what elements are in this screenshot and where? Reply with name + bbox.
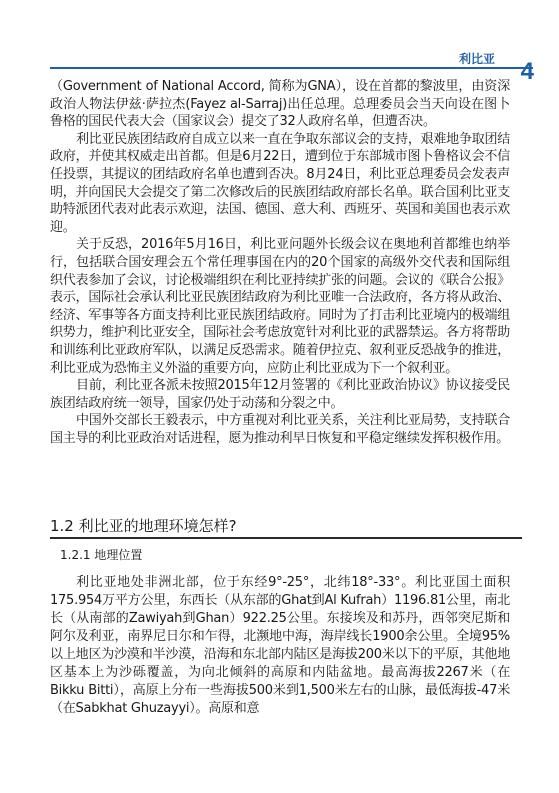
- subsection-heading: 1.2.1 地理位置: [60, 548, 143, 562]
- body-text-block: [50, 78, 510, 447]
- paragraph: 利比亚民族团结政府自成立以来一直在争取东部议会的支持，艰难地争取团结政府，并使其权威走出首都。但是6月22日，遭到位于东部城市图卜鲁格议会不信任投票，其提议的团结政府名单也遭到否决。8月24日，利比亚总理委员会发表声明，并向国民大会提交了第二次修改后的民族团结政府部长名单。联合国利比亚支助特派团代表对此表示欢迎，法国、德国、意大利、西班牙、英国和美国也表示欢迎。: [50, 131, 510, 235]
- section-body: [50, 574, 510, 718]
- paragraph: 关于反恐，2016年5月16日，利比亚问题外长级会议在奥地利首都维也纳举行，包括联合国安理会五个常任理事国在内的20个国家的高级外交代表和国际组织代表参加了会议，讨论极端组织在利比亚持续扩张的问题。会议的《联合公报》表示，国际社会承认利比亚民族团结政府为利比亚唯一合法政府，各方将从政治、经济、军事等各方面支持利比亚民族团结政府。同时为了打击利比亚境内的极端组织势力，维护利比亚安全，国际社会考虑放宽针对利比亚的武器禁运。各方将帮助和训练利比亚政府军队，以满足反恐需求。随着伊拉克、叙利亚反恐战争的推进，利比亚成为恐怖主义外溢的重要方向，应防止利比亚成为下一个叙利亚。: [50, 237, 510, 376]
- section-rule: [50, 537, 522, 539]
- paragraph-continued: （Government of National Accord, 简称为GNA），设在首都的黎波里，由资深政治人物法伊兹·萨拉杰(Fayez al-Sarraj)出任总理。总理委员会当天向设在图卜鲁格的国民代表大会（国家议会）提交了32人政府名单，但遭否决。: [50, 79, 510, 130]
- paragraph: 利比亚地处非洲北部，位于东经9°-25°，北纬18°-33°。利比亚国土面积175.954万平方公里，东西长（从东部的Ghat到Al Kufrah）1196.81公里，南北长（从南部的Zawiyah到Ghan）922.25公里。东接埃及和苏丹，西邻突尼斯和阿尔及利亚，南界尼日尔和乍得，北濒地中海，海岸线长1900余公里。全境95%以上地区为沙漠和半沙漠，沿海和东北部内陆区是海拔200米以下的平原，其他地区基本上为沙砾覆盖，为向北倾斜的高原和内陆盆地。最高海拔2267米（在Bikku Bitti），高原上分布一些海拔500米到1,500米左右的山脉，最低海拔-47米（在Sabkhat Ghuzayyi）。高原和意: [50, 575, 510, 716]
- paragraph: 目前，利比亚各派未按照2015年12月签署的《利比亚政治协议》协议接受民族团结政府统一领导，国家仍处于动荡和分裂之中。: [50, 378, 510, 411]
- section-heading: 1.2 利比亚的地理环境怎样?: [50, 517, 237, 535]
- paragraph: 中国外交部长王毅表示，中方重视对利比亚关系，关注利比亚局势，支持联合国主导的利比亚政治对话进程，愿为推动利早日恢复和平稳定继续发挥积极作用。: [50, 413, 510, 446]
- page-number: 4: [520, 58, 534, 85]
- running-title: 利比亚: [458, 52, 495, 66]
- header-rule: [50, 67, 533, 69]
